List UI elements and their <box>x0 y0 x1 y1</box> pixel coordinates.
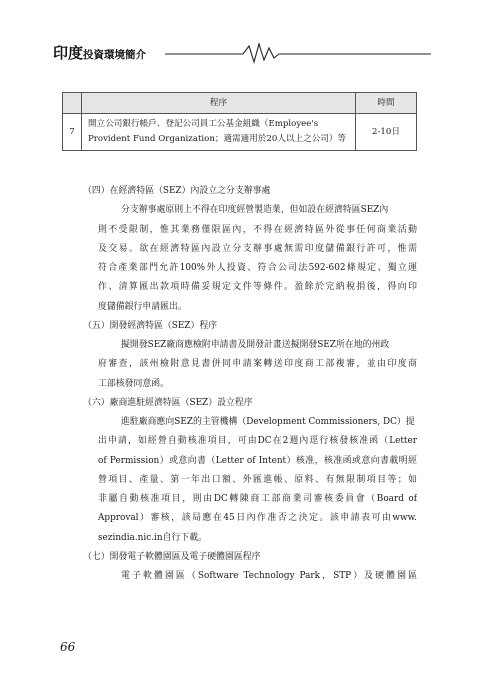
section-5-line: 工部核發同意函。 <box>98 378 169 389</box>
table-row-process <box>82 114 356 151</box>
table-row-number: 7 <box>63 114 82 151</box>
section-6-line: of Permission）或意向書（Letter of Intent）核准，核准函或意向書載明經 <box>98 455 417 466</box>
section-4-line: 作、清算匯出款項時備妥規定文件等條件。盈餘於完納稅捐後，得向印 <box>98 282 417 293</box>
section-7-heading: （七）開發電子軟體園區及電子硬體園區程序 <box>83 551 261 562</box>
section-6-line: 進駐廠商應向SEZ的主管機構（Development Commissioners, DC）提 <box>121 417 415 427</box>
header-title-subtitle: 投資環境簡介 <box>83 49 147 61</box>
main-content <box>83 182 417 586</box>
section-4-line: 及交易。欲在經濟特區內設立分支辦事處無需印度儲備銀行許可，惟需 <box>98 243 417 254</box>
table-row-process-line2: Provident Fund Organization；適需適用於20人以上之公司）等 <box>88 134 347 144</box>
section-7-line: 電子軟體園區（Software Technology Park，STP）及硬體園區 <box>121 571 417 581</box>
section-6-heading: （六）廠商進駐經濟特區（SEZ）設立程序 <box>83 397 253 408</box>
section-5-heading: （五）開發經濟特區（SEZ）程序 <box>83 320 218 331</box>
section-4-heading: （四）在經濟特區（SEZ）內設立之分支辦事處 <box>83 186 271 196</box>
section-4-line: 分支辦事處原則上不得在印度經營製造業，但如設在經濟特區SEZ內 <box>121 205 389 216</box>
page-header <box>53 40 431 64</box>
page-number: 66 <box>60 640 76 654</box>
table-row-time: 2-10日 <box>356 114 417 151</box>
header-title <box>53 42 146 63</box>
table-row-process-line1: 開立公司銀行帳戶、登記公司員工公基金組織（Employee's <box>88 119 319 129</box>
header-title-country: 印度 <box>53 44 84 62</box>
table-header-row <box>63 93 417 114</box>
section-4-line: 則不受限制，惟其業務僅限區內，不得在經濟特區外從事任何商業活動 <box>98 224 417 235</box>
section-6-line: 非屬自動核准項目，則由DC轉陳商工部商業司審核委員會（Board of <box>98 494 417 504</box>
section-5-line: 擬開發SEZ廠商應檢附申請書及開發計畫送擬開發SEZ所在地的州政 <box>121 340 390 350</box>
section-4-line: 符合產業部門允許100%外人投資、符合公司法592-602條規定、獨立運 <box>98 263 417 273</box>
section-6-line: 營項目、產量、第一年出口額、外匯進帳、原料、有無限制項目等；如 <box>98 474 417 485</box>
section-6-line: Approval）審核，該局應在45日內作准否之決定。該申請表可由www. <box>98 513 417 524</box>
section-6-line: sezindia.nic.in自行下載。 <box>98 532 207 543</box>
table-header-num <box>63 93 82 114</box>
section-6-line: 出申請，如經營自動核准項目，可由DC在2週內逕行核發核准函（Letter <box>98 436 417 447</box>
section-5-line: 府審查，該州檢附意見書併同申請案轉送印度商工部複審，並由印度商 <box>98 359 417 370</box>
section-4-line: 度儲備銀行申請匯出。 <box>98 301 187 312</box>
table-header-time: 時間 <box>356 93 417 114</box>
procedure-table <box>62 92 417 151</box>
table-header-process: 程序 <box>82 93 356 114</box>
table-row <box>63 114 417 151</box>
